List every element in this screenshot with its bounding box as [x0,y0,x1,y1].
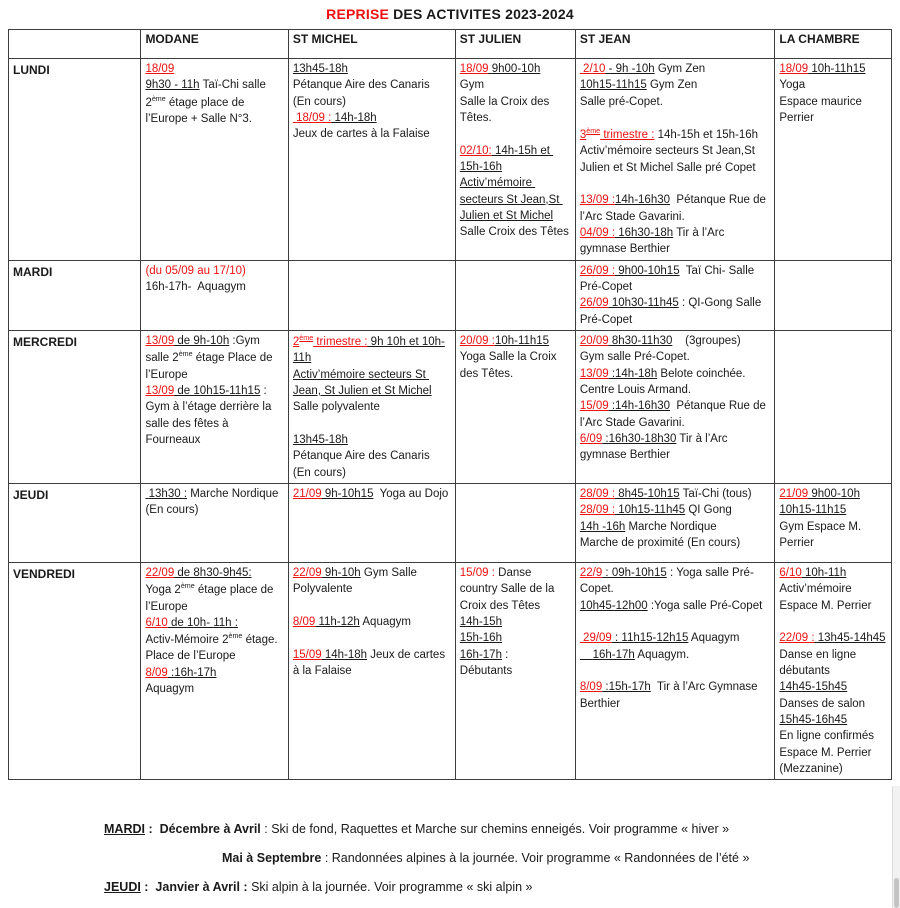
note-mardi-winter: MARDI : Décembre à Avril : Ski de fond, Raquettes et Marche sur chemins enneigés. Voir programme « hiver » [104,822,730,837]
scrollbar-track[interactable] [892,786,900,908]
cell-lundi-st-michel: 13h45-18h Pétanque Aire des Canaris (En cours) 18/09 : 14h-18h Jeux de cartes à la Falaise [288,59,455,261]
table-row-jeudi [9,484,892,563]
note-jeudi-ski: JEUDI : Janvier à Avril : Ski alpin à la journée. Voir programme « ski alpin » [104,880,533,895]
page-title [0,0,900,22]
notes-section [104,822,900,894]
table-row-vendredi [9,563,892,780]
title-highlight: REPRISE [326,6,390,22]
cell-vendredi-la-chambre: 6/10 10h-11h Activ’mémoire Espace M. Perrier 22/09 : 13h45-14h45 Danse en ligne débutants 14h45-15h45 Danses de salon 15h45-16h45 En ligne confirmés Espace M. Perrier (Mezzanine) [775,563,892,780]
cell-mercredi-st-jean: 20/09 8h30-11h30 (3groupes) Gym salle Pré-Copet. 13/09 :14h-18h Belote coinchée. Centre Louis Armand. 15/09 :14h-16h30 Pétanque Rue de l’Arc Stade Gavarini. 6/09 :16h30-18h30 Tir à l’Arc gymnase Berthier [575,331,775,484]
day-label-lundi: LUNDI [9,59,141,261]
cell-vendredi-st-julien: 15/09 : Danse country Salle de la Croix des Têtes 14h-15h 15h-16h 16h-17h : Débutants [455,563,575,780]
col-header-empty [9,30,141,59]
cell-jeudi-st-jean: 28/09 : 8h45-10h15 Taï-Chi (tous) 28/09 : 10h15-11h45 QI Gong 14h -16h Marche Nordique Marche de proximité (En cours) [575,484,775,563]
day-label-jeudi: JEUDI [9,484,141,563]
cell-jeudi-modane: 13h30 : Marche Nordique (En cours) [141,484,288,563]
day-label-mercredi: MERCREDI [9,331,141,484]
col-header-st-jean: ST JEAN [575,30,775,59]
col-header-modane: MODANE [141,30,288,59]
table-row-lundi [9,59,892,261]
cell-lundi-modane: 18/09 9h30 - 11h Taï-Chi salle 2ème étage place de l’Europe + Salle N°3. [141,59,288,261]
cell-jeudi-la-chambre: 21/09 9h00-10h 10h15-11h15 Gym Espace M. Perrier [775,484,892,563]
cell-mardi-st-julien [455,260,575,330]
cell-vendredi-modane: 22/09 de 8h30-9h45: Yoga 2ème étage place de l’Europe 6/10 de 10h- 11h : Activ-Mémoire 2ème étage. Place de l’Europe 8/09 :16h-17h Aquagym [141,563,288,780]
cell-mercredi-modane: 13/09 de 9h-10h :Gym salle 2ème étage Place de l’Europe 13/09 de 10h15-11h15 : Gym à l’étage derrière la salle des fêtes à Fourneaux [141,331,288,484]
cell-vendredi-st-michel: 22/09 9h-10h Gym Salle Polyvalente 8/09 11h-12h Aquagym 15/09 14h-18h Jeux de cartes à la Falaise [288,563,455,780]
scrollbar-thumb[interactable] [894,878,899,908]
cell-lundi-la-chambre: 18/09 10h-11h15 Yoga Espace maurice Perrier [775,59,892,261]
cell-mercredi-la-chambre [775,331,892,484]
cell-mercredi-st-julien: 20/09 :10h-11h15 Yoga Salle la Croix des Têtes. [455,331,575,484]
cell-mercredi-st-michel: 2ème trimestre : 9h 10h et 10h-11h Activ’mémoire secteurs St Jean, St Julien et St Michel Salle polyvalente 13h45-18h Pétanque Aire des Canaris (En cours) [288,331,455,484]
activities-table [8,29,892,780]
cell-vendredi-st-jean: 22/9 : 09h-10h15 : Yoga salle Pré-Copet. 10h45-12h00 :Yoga salle Pré-Copet 29/09 : 11h15-12h15 Aquagym 16h-17h Aquagym. 8/09 :15h-17h Tir à l’Arc Gymnase Berthier [575,563,775,780]
table-row-mardi [9,260,892,330]
cell-jeudi-st-julien [455,484,575,563]
title-rest: DES ACTIVITES 2023-2024 [389,6,574,22]
header-row [9,30,892,59]
cell-mardi-la-chambre [775,260,892,330]
cell-mardi-modane: (du 05/09 au 17/10) 16h-17h- Aquagym [141,260,288,330]
cell-lundi-st-jean: 2/10 - 9h -10h Gym Zen 10h15-11h15 Gym Zen Salle pré-Copet. 3ème trimestre : 14h-15h et 15h-16h Activ’mémoire secteurs St Jean,St Julien et St Michel Salle pré Copet 13/09 :14h-16h30 Pétanque Rue de l’Arc Stade Gavarini. 04/09 : 16h30-18h Tir à l’Arc gymnase Berthier [575,59,775,261]
day-label-mardi: MARDI [9,260,141,330]
cell-mardi-st-michel [288,260,455,330]
note-mardi-summer: Mai à Septembre : Randonnées alpines à la journée. Voir programme « Randonnées de l’été » [222,851,750,866]
col-header-st-julien: ST JULIEN [455,30,575,59]
col-header-la-chambre: LA CHAMBRE [775,30,892,59]
cell-lundi-st-julien: 18/09 9h00-10h Gym Salle la Croix des Têtes. 02/10: 14h-15h et 15h-16h Activ’mémoire secteurs St Jean,St Julien et St Michel Salle Croix des Têtes [455,59,575,261]
cell-mardi-st-jean: 26/09 : 9h00-10h15 Taï Chi- Salle Pré-Copet 26/09 10h30-11h45 : QI-Gong Salle Pré-Copet [575,260,775,330]
cell-jeudi-st-michel: 21/09 9h-10h15 Yoga au Dojo [288,484,455,563]
table-row-mercredi [9,331,892,484]
day-label-vendredi: VENDREDI [9,563,141,780]
col-header-st-michel: ST MICHEL [288,30,455,59]
